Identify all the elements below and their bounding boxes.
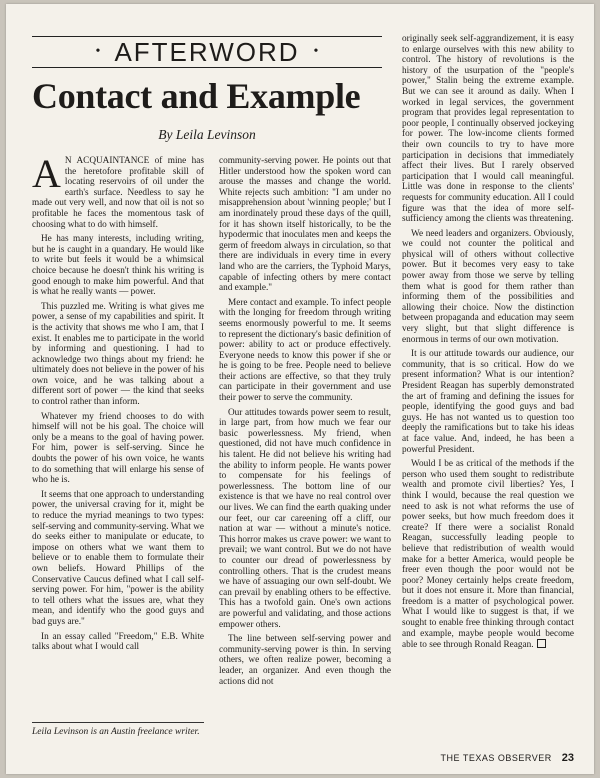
drop-cap: A — [32, 151, 61, 196]
bullet-right: • — [313, 44, 319, 59]
section-header — [32, 36, 382, 68]
paragraph: Whatever my friend chooses to do with himself will not be his goal. The choice will only be a means to the goal of having power. For him, power is self-serving. Since he doubts the power of his own voice, he wants to do something that will enlarge his sense of who he is. — [32, 411, 204, 486]
paragraph: community-serving power. He points out that Hitler understood how the spoken word can arouse the masses and change the world. White rejects such ambition: "I am under no misapprehension about 'winning people;' but I am inordinately proud these days of the quill, for it has shown itself historically, to be the hypodermic that inoculates men and keeps the germ of freedom always in circulation, so that there are individuals in every time in every land who are the carriers, the Typhoid Marys, capable of infecting others by mere contact and example." — [219, 156, 391, 294]
paragraph — [32, 151, 204, 230]
paragraph: Mere contact and example. To infect people with the longing for freedom through writing seems enormously powerful to me. It seems to represent the dictionary's basic definition of power: ability to act or produce effectively. Everyone needs to know this power if she or he is going to be free. People need to believe their actions are effective, so that they truly can participate in their government and use their power to serve the community. — [219, 297, 391, 404]
page-number: 23 — [561, 752, 574, 764]
paragraph: It is our attitude towards our audience, our community, that is so critical. How do we present information? What is our intention? President Reagan has superbly demonstrated the art of framing and defining the issues for people, identifying the good guys and bad guys. He has not wanted us to question too deeply the ramifications but to take his ideas at face value. And, indeed, he has been a powerful President. — [402, 349, 574, 455]
magazine-page — [6, 4, 594, 774]
column-2 — [219, 156, 391, 691]
paragraph: originally seek self-aggrandizement, it is easy to enlarge ourselves with this new ability to control. The history of revolutions is the history of the usurpation of the "people's power," Stalin being the extreme example. But we can see it around as daily. When I worked in legal services, the government program that provides legal representation to poor people, I continually observed jockeying for power. The low-income clients formed their own councils to try to have more participation in decisions that immediately affect their lives. But I rarely observed participation that I would call meaningful. Little was done in response to the clients' requests for community education. All I could figure was that the idea of more self-sufficiency among the clients was threatening. — [402, 34, 574, 225]
column-3 — [402, 34, 574, 655]
paragraph: We need leaders and organizers. Obviously, we could not counter the political and physical will of others without collective power. But it becomes very easy to take power away from those we serve by telling them what is good for them rather than informing them of the possibilities and allowing their choice. Now the distinction between propaganda and education may seem very slight, but that slight difference is enormous in terms of our own motivation. — [402, 228, 574, 345]
paragraph: This puzzled me. Writing is what gives me power, a sense of my capabilities and spirit. It is the activity that shows me who I am, that I exist. It enables me to participate in the world by informing and questioning. I had to acknowledge two things about my friend: he ultimately does not believe in the power of his own voice, and he was talking about a different sort of power — the kind that seeks to control rather than inform. — [32, 301, 204, 408]
section-label: AFTERWORD — [114, 37, 300, 67]
byline: By Leila Levinson — [158, 127, 256, 142]
author-bio: Leila Levinson is an Austin freelance writer. — [32, 722, 204, 738]
paragraph: In an essay called "Freedom," E.B. White talks about what I would call — [32, 631, 204, 653]
paragraph-final — [402, 459, 574, 651]
end-mark-icon — [537, 639, 546, 648]
page-footer — [402, 752, 574, 764]
paragraph: The line between self-serving power and community-serving power is thin. In serving others, we often realize power, becoming a leader, an organizer. And even though the actions did not — [219, 634, 391, 687]
paragraph-text: Would I be as critical of the methods if the person who used them sought to redistribute wealth and promote civil liberties? Yes, I think I would, because the real question we need to ask is not what reforms the use of power seeks, but how much freedom does it create? If there were a socialist Ronald Reagan, successfully leading people to believe that redistribution of wealth would make for a better America, would people be freer even though the poor would not be poor? Money certainly helps create freedom, but it does not ensure it. More than financial, freedom is a matter of psychological power. What I would like to suggest is that, if we sought to enable free thinking through contact and example, maybe people would become able to see through Ronald Reagan. — [402, 459, 574, 651]
bullet-left: • — [95, 44, 101, 59]
paragraph-text: N ACQUAINTANCE of mine has the heretofore profitable skill of locating reservoirs of oil under the earth's surface. Needless to say he made out very well, and now that oil is not so profitable he faces the momentous task of choosing what to do with himself. — [32, 156, 204, 230]
paragraph: He has many interests, including writing, but he is caught in a quandary. He would like to write but feels it would be a whimsical choice because he doesn't think his writing is good enough to make him powerful. And that is what he really wants — power. — [32, 234, 204, 298]
column-1 — [32, 151, 204, 657]
publication-name: THE TEXAS OBSERVER — [440, 753, 552, 763]
article-title: Contact and Example — [32, 76, 361, 116]
paragraph: Our attitudes towards power seem to result, in large part, from how much we fear our basic powerlessness. My friend, when questioned, did not have much confidence in his talent. He did not believe his writing had the ability to inform people. He wants power to compensate for his feelings of powerlessness. The bottom line of our existence is that we have no real control over our lives. We can find the earth quaking under our feet, our car careening off a cliff, our nation at war — without a minute's notice. This horror makes us crave power: we want to prevail; we want control. But we do not have to counter our dread of powerlessness by controlling others. That is the crudest means we have of assuaging our own self-doubt. We can prevail by enabling others to be effective. This has a twofold gain. One's own actions are powerful and validating, and those actions empower others. — [219, 407, 391, 630]
paragraph: It seems that one approach to understanding power, the universal craving for it, might be to reduce the myriad meanings to two types: self-serving and community-serving. What we do seeks either to manipulate or educate, to impose on others what we want them to believe or to enable them to formulate their own beliefs. Howard Phillips of the Conservative Caucus defined what I call self-serving power. For him, "power is the ability to tell others what the issues are, what they mean, and identify who the good guys and bad guys are." — [32, 489, 204, 627]
